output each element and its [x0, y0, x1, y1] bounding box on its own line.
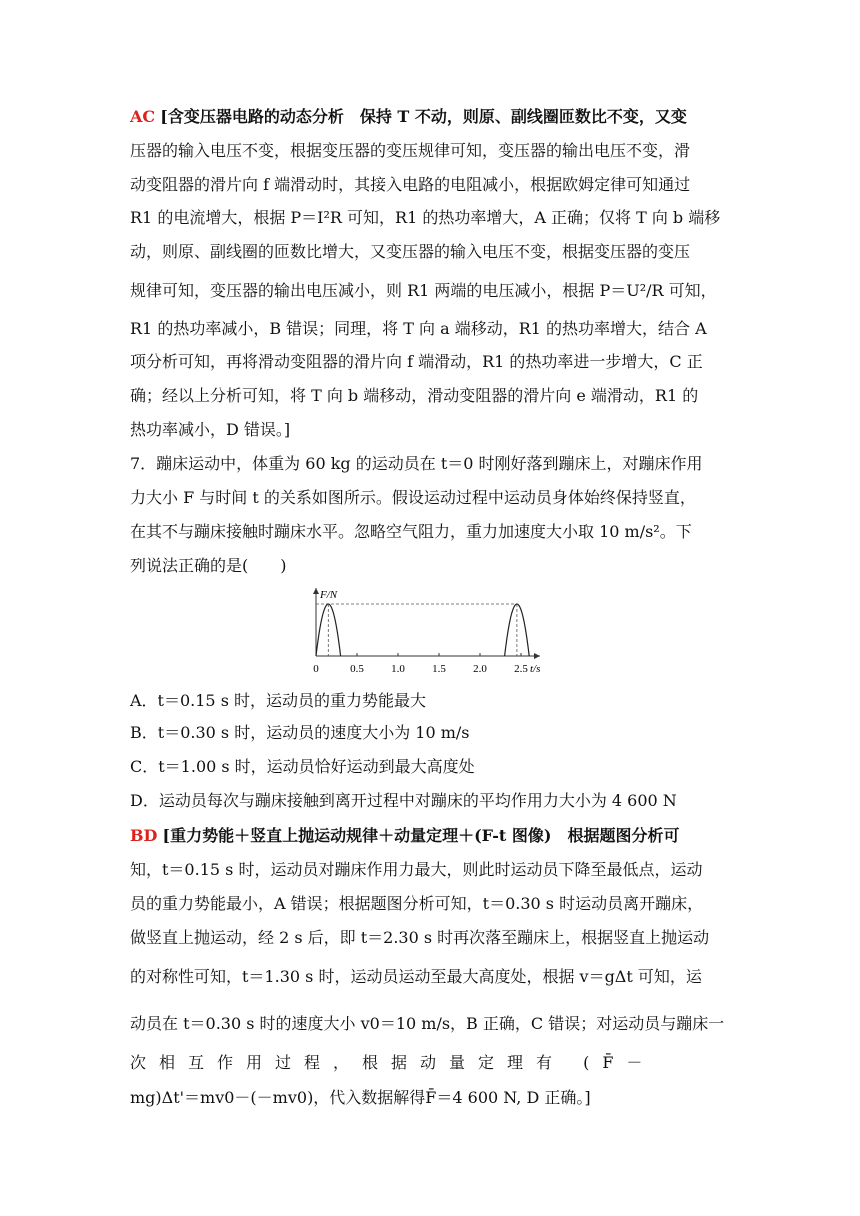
x-tick-label: 2.5: [514, 663, 528, 675]
force-time-chart: [300, 582, 560, 682]
ans6-line-8: 项分析可知，再将滑动变阻器的滑片向 f 端滑动，R1 的热功率进一步增大，C 正: [130, 352, 703, 371]
q7-line-2: 力大小 F 与时间 t 的关系如图所示。假设运动过程中运动员身体始终保持竖直，: [130, 488, 696, 507]
ans6-line-10: 热功率减小，D 错误。]: [130, 420, 291, 439]
x-tick-label: 0: [313, 663, 319, 675]
ans6-line-3: 动变阻器的滑片向 f 端滑动时，其接入电路的电阻减小，根据欧姆定律可知通过: [130, 175, 691, 194]
ans6-line-9: 确；经以上分析可知，将 T 向 b 端移动，滑动变阻器的滑片向 e 端滑动，R1 的: [130, 386, 699, 405]
ans7-line-3: 员的重力势能最小，A 错误；根据题图分析可知，t＝0.30 s 时运动员离开蹦床，: [130, 894, 704, 913]
explanation-text: [含变压器电路的动态分析 保持 T 不动，则原、副线圈匝数比不变，又变: [160, 107, 687, 126]
option-c: C．t＝1.00 s 时，运动员恰好运动到最大高度处: [130, 757, 475, 776]
ans6-line-4: R1 的电流增大，根据 P＝I²R 可知，R1 的热功率增大，A 正确；仅将 T 向 b 端移: [130, 208, 721, 227]
ans7-line-5: 的对称性可知，t＝1.30 s 时，运动员运动至最大高度处，根据 v＝gΔt 可知，运: [130, 967, 702, 986]
ans7-line-4: 做竖直上抛运动，经 2 s 后，即 t＝2.30 s 时再次落至蹦床上，根据竖直上抛运动: [130, 928, 710, 947]
ans7-line-2: 知，t＝0.15 s 时，运动员对蹦床作用力最大，则此时运动员下降至最低点，运动: [130, 860, 703, 879]
option-b: B．t＝0.30 s 时，运动员的速度大小为 10 m/s: [130, 723, 470, 742]
q7-line-3: 在其不与蹦床接触时蹦床水平。忽略空气阻力，重力加速度大小取 10 m/s²。下: [130, 522, 692, 541]
y-axis-label: F/N: [320, 589, 338, 601]
ans7-line-1: [130, 825, 679, 847]
chart-svg: [300, 582, 560, 678]
x-tick-label: 0.5: [350, 663, 364, 675]
option-a: A．t＝0.15 s 时，运动员的重力势能最大: [130, 691, 426, 710]
x-tick-label: 2.0: [473, 663, 487, 675]
ans6-line-6: 规律可知，变压器的输出电压减小，则 R1 两端的电压减小，根据 P＝U²/R 可知，: [130, 281, 717, 300]
x-axis-label: t/s: [530, 663, 541, 675]
q7-line-1: 7．蹦床运动中，体重为 60 kg 的运动员在 t＝0 时刚好落到蹦床上，对蹦床作用: [130, 454, 703, 473]
q7-line-4: 列说法正确的是( ): [130, 556, 287, 575]
ans6-line-7: R1 的热功率减小，B 错误；同理，将 T 向 a 端移动，R1 的热功率增大，结合 A: [130, 319, 707, 338]
ans6-line-2: 压器的输入电压不变，根据变压器的变压规律可知，变压器的输出电压不变，滑: [130, 141, 691, 160]
ans7-line-8: mg)Δt'＝mv0－(－mv0)，代入数据解得F̄＝4 600 N, D 正确。]: [130, 1088, 591, 1107]
x-tick-label: 1.0: [391, 663, 405, 675]
ans7-line-7: 次相互作用过程，根据动量定理有 (F̄－: [130, 1053, 656, 1072]
explanation-text: [重力势能＋竖直上抛运动规律＋动量定理＋(F-t 图像) 根据题图分析可: [162, 826, 680, 845]
x-axis-arrow: [534, 653, 540, 659]
answer-letters: BD: [130, 826, 158, 845]
option-d: D．运动员每次与蹦床接触到离开过程中对蹦床的平均作用力大小为 4 600 N: [130, 791, 677, 810]
answer-letters: AC: [130, 107, 156, 126]
ans7-line-6: 动员在 t＝0.30 s 时的速度大小 v0＝10 m/s，B 正确，C 错误；对运动员与蹦床一: [130, 1014, 725, 1033]
ans6-line-5: 动，则原、副线圈的匝数比增大，又变压器的输入电压不变，根据变压器的变压: [130, 242, 691, 261]
ans6-line-1: [130, 106, 687, 128]
x-tick-label: 1.5: [432, 663, 446, 675]
y-axis-arrow: [313, 588, 319, 594]
